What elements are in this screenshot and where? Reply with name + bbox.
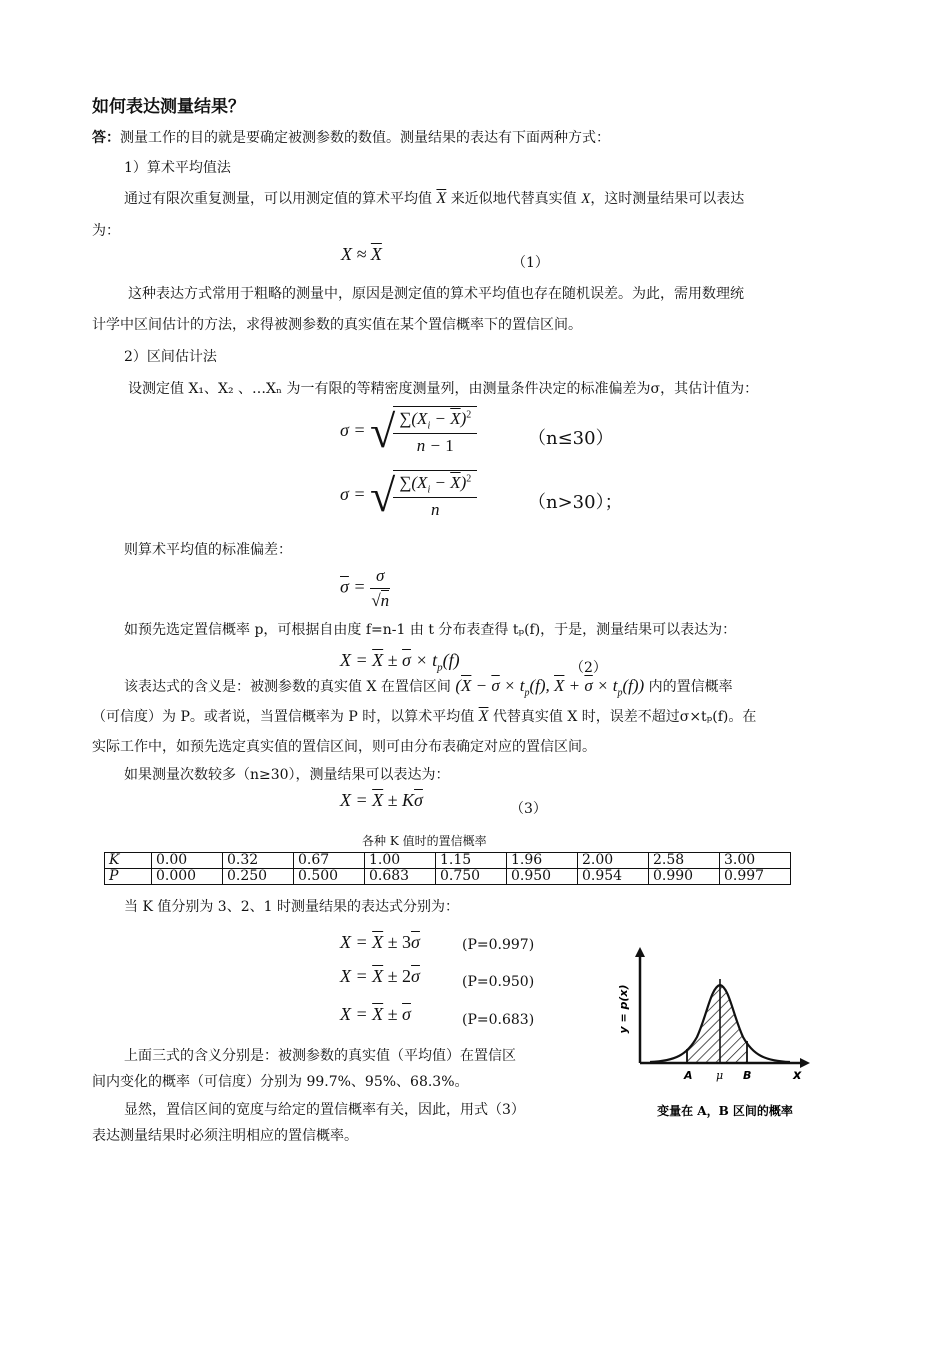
table-cell: 0.250 xyxy=(223,869,294,885)
method2-paragraph-4a: 该表达式的含义是：被测参数的真实值 X 在置信区间 ($\overline{X} - \overline{\sigma} \times t_p(f)$, $\overline{X} + \overline{\sigma} \times t_p(f)$) 内的置信概率 xyxy=(124,676,733,699)
table-cell: 0.950 xyxy=(507,869,578,885)
method2-paragraph-3: 如预先选定置信概率 p，可根据自由度 f=n-1 由 t 分布表查得 tₚ(f)，于是，测量结果可以表达为： xyxy=(124,622,737,638)
probability-k2: (P=0.950) xyxy=(462,974,535,990)
method2-paragraph-4c: （可信度）为 P。或者说，当置信概率为 P 时，以算术平均值 $\overline{X}$ 代替真实值 X 时，误差不超过σ×tₚ(f)。在 xyxy=(92,708,757,725)
table-cell: 0.000 xyxy=(152,869,223,885)
table-cell: 0.683 xyxy=(365,869,436,885)
interval-expression: ($\overline{X} - \overline{\sigma} \times t_p(f)$, $\overline{X} + \overline{\sigma} \times t_p(f)$) xyxy=(455,676,645,699)
equation-1-number: （1） xyxy=(512,255,549,271)
method1-paragraph-1: 通过有限次重复测量，可以用测定值的算术平均值 $\overline{X}$ 来近似地代替真实值 X，这时测量结果可以表达 xyxy=(124,190,745,207)
table-cell: 1.96 xyxy=(507,853,578,869)
true-x-symbol: X xyxy=(581,191,591,207)
figure-mark-b: B xyxy=(743,1069,752,1082)
equation-sigma-mean: $\overline{\sigma}$ = $\frac{\sigma}{√n}$ xyxy=(340,566,390,610)
table-caption: 各种 K 值时的置信概率 xyxy=(362,834,487,848)
method1-paragraph-2a: 这种表达方式常用于粗略的测量中，原因是测定值的算术平均值也存在随机误差。为此，需用数理统 xyxy=(128,286,744,302)
table-cell: 0.954 xyxy=(578,869,649,885)
mean-x-symbol: $\overline{X}$ xyxy=(436,190,447,207)
method1-paragraph-2b: 计学中区间估计的方法，求得被测参数的真实值在某个置信概率下的置信区间。 xyxy=(92,317,582,333)
equation-sigma-large-n: σ = √ $\frac{\sum(X_i - \overline{X})^2}{n}$ xyxy=(340,470,477,522)
equation-2: $X = \overline{X} \pm \overline{\sigma} \times t_p(f)$ xyxy=(340,650,460,674)
method1-heading: 1）算术平均值法 xyxy=(124,160,231,176)
table-cell: 3.00 xyxy=(720,853,791,869)
table-cell: K xyxy=(105,853,152,869)
method1-paragraph-1-end: 为： xyxy=(92,223,120,239)
table-cell: 1.15 xyxy=(436,853,507,869)
closing-paragraph-2a: 显然，置信区间的宽度与给定的置信概率有关，因此，用式（3） xyxy=(124,1102,525,1118)
closing-paragraph-1a: 上面三式的含义分别是：被测参数的真实值（平均值）在置信区 xyxy=(124,1048,516,1064)
distribution-diagram xyxy=(615,945,830,1125)
kcases-intro: 当 K 值分别为 3、2、1 时测量结果的表达式分别为： xyxy=(124,899,459,915)
table-row-p xyxy=(105,869,791,885)
normal-distribution-figure xyxy=(615,945,830,1125)
equation-1: $X \approx \overline{X}$ xyxy=(341,244,382,264)
table-cell: P xyxy=(105,869,152,885)
table-cell: 0.500 xyxy=(294,869,365,885)
table-cell: 2.58 xyxy=(649,853,720,869)
method2-paragraph-4e: 实际工作中，如预先选定真实值的置信区间，则可由分布表确定对应的置信区间。 xyxy=(92,739,596,755)
table-cell: 2.00 xyxy=(578,853,649,869)
answer-line xyxy=(92,128,610,148)
figure-mark-mu: μ xyxy=(716,1069,724,1082)
y-axis-arrow-icon xyxy=(635,947,645,957)
figure-x-label: x xyxy=(793,1068,802,1083)
figure-caption: 变量在 A，B 区间的概率 xyxy=(657,1104,793,1118)
table-cell: 0.00 xyxy=(152,853,223,869)
answer-label: 答： xyxy=(92,130,120,146)
x-axis-arrow-icon xyxy=(800,1058,810,1068)
equation-3: $X = \overline{X} \pm K\overline{\sigma}$ xyxy=(340,790,423,810)
k-probability-table xyxy=(104,852,791,885)
table-cell: 0.997 xyxy=(720,869,791,885)
table-cell: 1.00 xyxy=(365,853,436,869)
page-title: 如何表达测量结果？ xyxy=(92,97,245,117)
table-cell: 0.67 xyxy=(294,853,365,869)
probability-k1: (P=0.683) xyxy=(462,1012,535,1028)
equation-k1: $X = \overline{X} \pm \overline{\sigma}$ xyxy=(340,1004,411,1024)
equation-k3: $X = \overline{X} \pm 3\overline{\sigma}$ xyxy=(340,932,420,952)
method2-paragraph-1: 设测定值 X₁、X₂ 、…Xₙ 为一有限的等精密度测量列，由测量条件决定的标准偏差为σ，其估计值为： xyxy=(128,381,759,397)
answer-text: 测量工作的目的就是要确定被测参数的数值。测量结果的表达有下面两种方式： xyxy=(120,130,610,146)
equation-sigma-small-n: σ = √ $\frac{\sum(X_i - \overline{X})^2}{n - 1}$ xyxy=(340,406,477,458)
figure-y-label: y = p(x) xyxy=(617,984,630,1034)
method2-paragraph-2: 则算术平均值的标准偏差： xyxy=(124,542,292,558)
closing-paragraph-1b: 间内变化的概率（可信度）分别为 99.7%、95%、68.3%。 xyxy=(92,1074,469,1090)
table-row-k xyxy=(105,853,791,869)
equation-2-number: （2） xyxy=(570,660,607,676)
equation-3-number: （3） xyxy=(510,801,547,817)
method2-heading: 2）区间估计法 xyxy=(124,349,217,365)
condition-large-n: （n>30）； xyxy=(528,492,623,513)
equation-k2: $X = \overline{X} \pm 2\overline{\sigma}$ xyxy=(340,966,420,986)
table-cell: 0.750 xyxy=(436,869,507,885)
method2-paragraph-5: 如果测量次数较多（n≥30），测量结果可以表达为： xyxy=(124,767,450,783)
probability-k3: (P=0.997) xyxy=(462,937,535,953)
table-cell: 0.32 xyxy=(223,853,294,869)
figure-mark-a: A xyxy=(684,1069,693,1082)
condition-small-n: （n≤30） xyxy=(528,428,614,449)
closing-paragraph-2b: 表达测量结果时必须注明相应的置信概率。 xyxy=(92,1128,358,1144)
table-cell: 0.990 xyxy=(649,869,720,885)
